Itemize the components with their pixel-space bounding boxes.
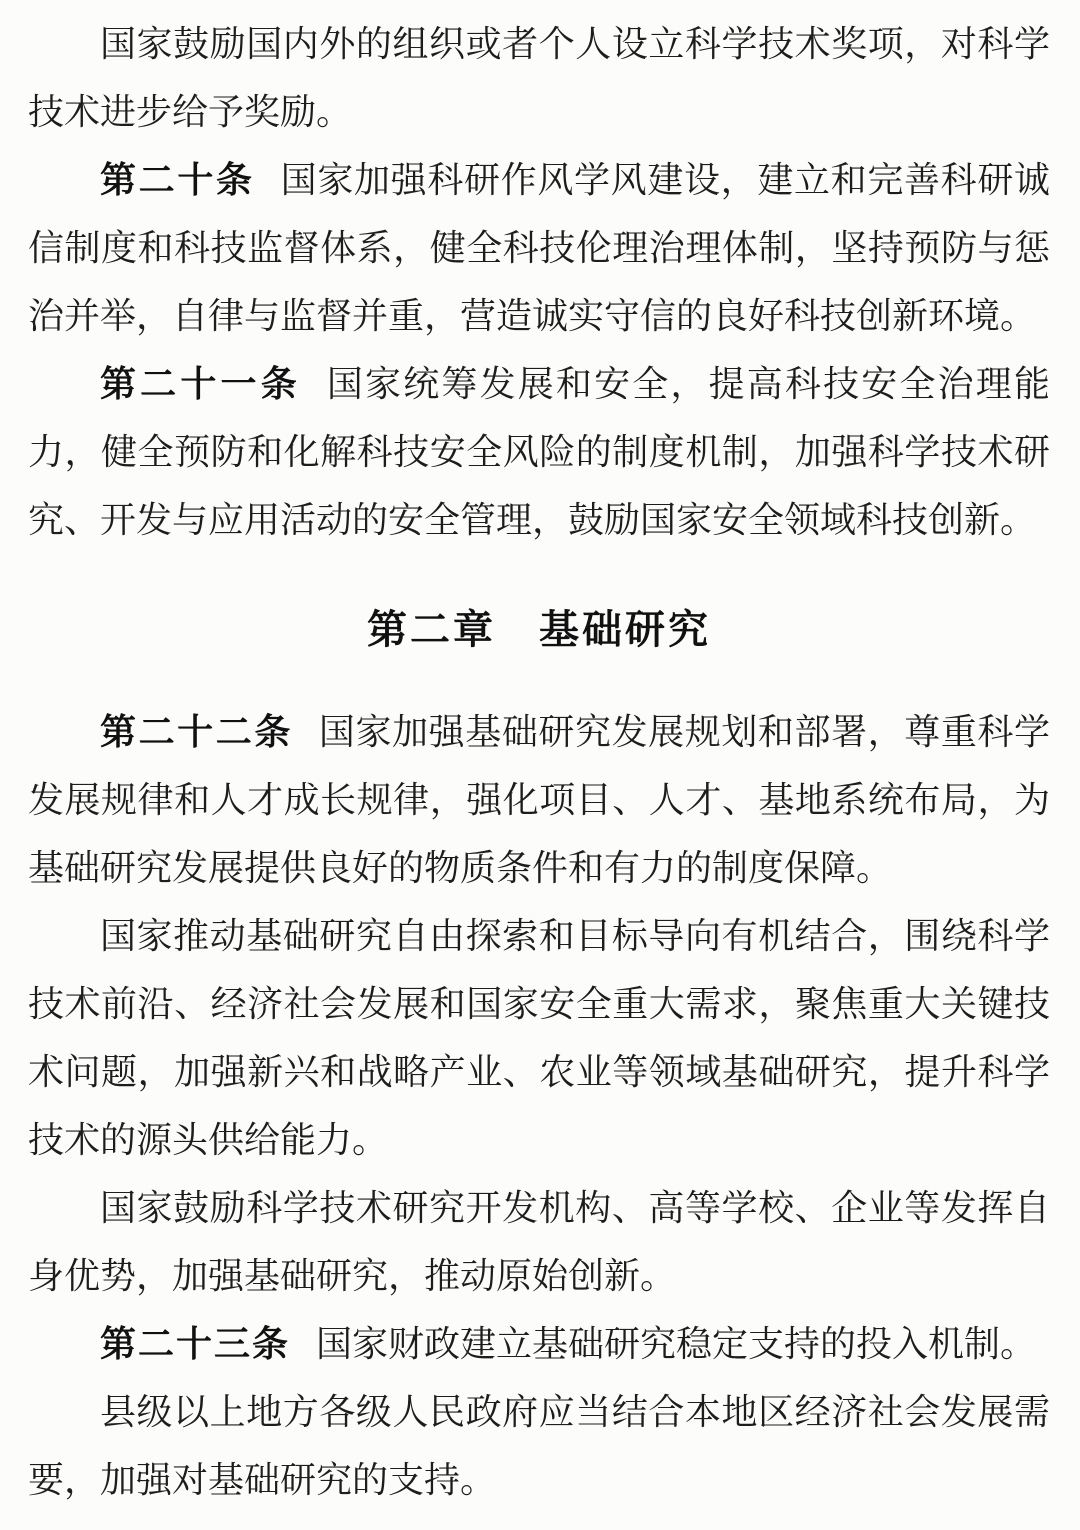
- paragraph-text: 国家推动基础研究自由探索和目标导向有机结合，围绕科学技术前沿、经济社会发展和国家安全重大需求，聚焦重大关键技术问题，加强新兴和战略产业、农业等领域基础研究，提升科学技术的源头供给能力。: [28, 916, 1050, 1160]
- article-paragraph: [28, 1310, 1050, 1378]
- paragraph-text: 国家统筹发展和安全，提高科技安全治理能力，健全预防和化解科技安全风险的制度机制，加强科学技术研究、开发与应用活动的安全管理，鼓励国家安全领域科技创新。: [28, 364, 1050, 540]
- paragraph-text: 国家财政建立基础研究稳定支持的投入机制。: [316, 1324, 1037, 1364]
- article-paragraph: [28, 146, 1050, 350]
- body-paragraph: [28, 902, 1050, 1174]
- paragraph-text: 国家加强基础研究发展规划和部署，尊重科学发展规律和人才成长规律，强化项目、人才、基地系统布局，为基础研究发展提供良好的物质条件和有力的制度保障。: [28, 712, 1050, 888]
- article-number: 第二十二条: [100, 711, 293, 752]
- article-paragraph: [28, 698, 1050, 902]
- paragraph-text: 国家加强科研作风学风建设，建立和完善科研诚信制度和科技监督体系，健全科技伦理治理体制，坚持预防与惩治并举，自律与监督并重，营造诚实守信的良好科技创新环境。: [28, 160, 1050, 336]
- body-paragraph: [28, 1174, 1050, 1310]
- body-paragraph: [28, 10, 1050, 146]
- paragraph-text: 国家鼓励国内外的组织或者个人设立科学技术奖项，对科学技术进步给予奖励。: [28, 24, 1050, 132]
- article-number: 第二十三条: [100, 1323, 291, 1364]
- chapter-heading: 第二章 基础研究: [367, 608, 711, 652]
- paragraph-text: 国家鼓励科学技术研究开发机构、高等学校、企业等发挥自身优势，加强基础研究，推动原始创新。: [28, 1188, 1050, 1296]
- document-body: [28, 10, 1050, 1514]
- paragraph-text: 县级以上地方各级人民政府应当结合本地区经济社会发展需要，加强对基础研究的支持。: [28, 1392, 1050, 1500]
- article-number: 第二十条: [100, 159, 255, 200]
- article-paragraph: [28, 350, 1050, 554]
- body-paragraph: [28, 1378, 1050, 1514]
- article-number: 第二十一条: [100, 363, 301, 404]
